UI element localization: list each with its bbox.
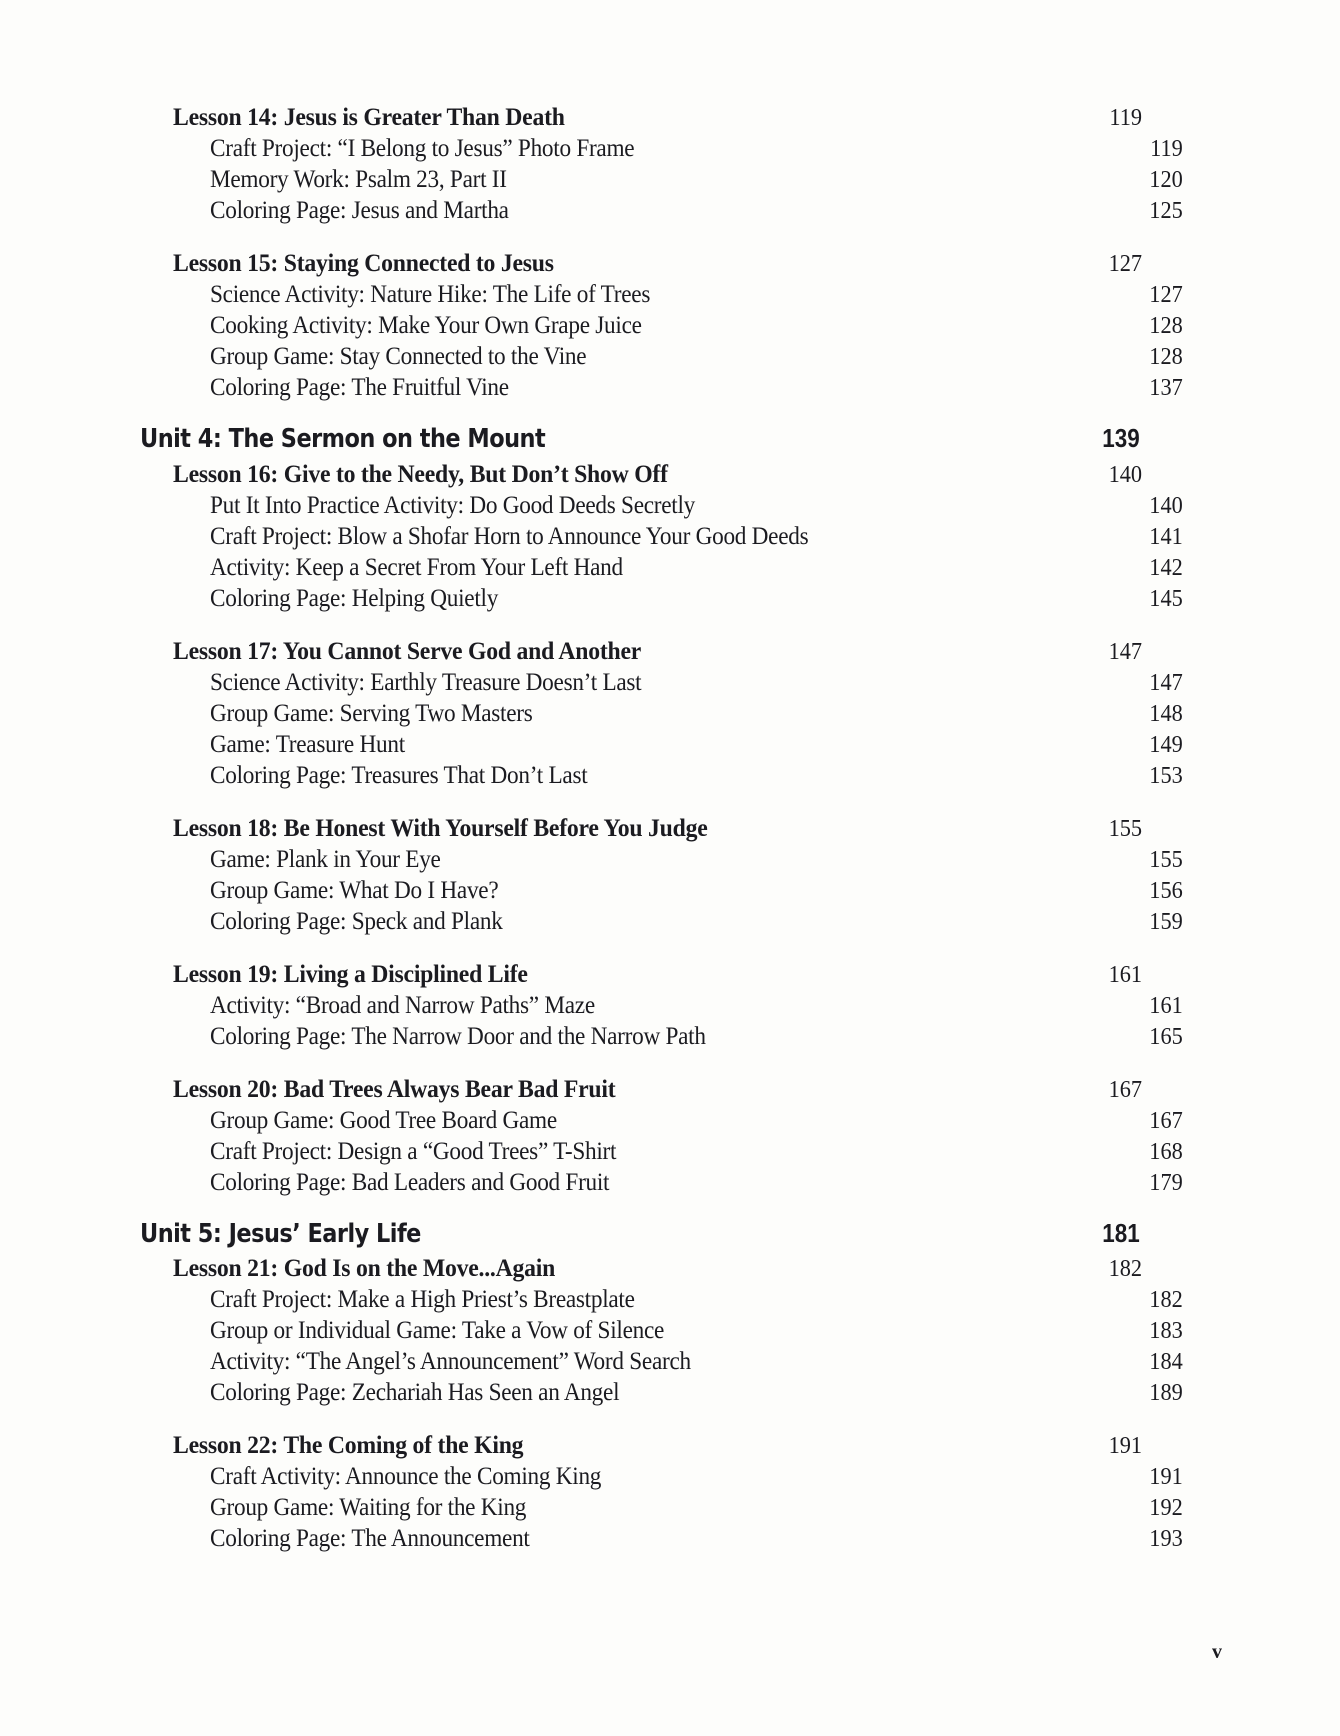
lesson-item-page-number: 140 [1149, 492, 1183, 519]
lesson-group [140, 1430, 1183, 1552]
lesson-entry-label: Lesson 19: Living a Disciplined Life [173, 958, 528, 988]
lesson-item[interactable] [210, 847, 1183, 872]
lesson-entry-page-number: 119 [1109, 105, 1143, 131]
unit-entry-page-number: 139 [1102, 425, 1140, 453]
unit-entry-label: Unit 5: Jesus’ Early Life [140, 1218, 421, 1249]
lesson-item-page-number: 141 [1149, 523, 1183, 550]
lesson-item[interactable] [210, 1464, 1183, 1489]
lesson-item-page-number: 192 [1149, 1495, 1183, 1521]
lesson-item-label: Craft Project: “I Belong to Jesus” Photo Frame [210, 135, 635, 162]
lesson-item-label: Science Activity: Nature Hike: The Life of Trees [210, 281, 651, 308]
lesson-item-label: Coloring Page: The Announcement [210, 1525, 530, 1552]
lesson-item-page-number: 161 [1149, 992, 1183, 1019]
lesson-item-page-number: 153 [1149, 762, 1183, 789]
lesson-item-page-number: 167 [1149, 1107, 1183, 1134]
lesson-entry[interactable] [173, 812, 1143, 842]
lesson-item[interactable] [210, 167, 1183, 192]
page-folio: v [1212, 1641, 1222, 1663]
unit-entry-page-number: 181 [1102, 1219, 1140, 1248]
lesson-item-label: Game: Plank in Your Eye [210, 845, 441, 873]
lesson-item[interactable] [210, 732, 1183, 757]
lesson-item-label: Craft Project: Blow a Shofar Horn to Announce Your Good Deeds [210, 522, 809, 550]
lesson-entry-page-number: 161 [1108, 961, 1143, 988]
lesson-item[interactable] [210, 375, 1183, 400]
lesson-item[interactable] [210, 586, 1183, 611]
lesson-item-page-number: 184 [1149, 1349, 1183, 1375]
lesson-item-page-number: 193 [1149, 1526, 1183, 1552]
lesson-item[interactable] [210, 1526, 1183, 1551]
lesson-item[interactable] [210, 763, 1183, 788]
lesson-item[interactable] [210, 524, 1183, 549]
lesson-item[interactable] [210, 993, 1183, 1018]
lesson-item-page-number: 179 [1149, 1169, 1183, 1196]
lesson-item-page-number: 120 [1149, 167, 1183, 193]
lesson-item[interactable] [210, 282, 1183, 307]
lesson-item[interactable] [210, 909, 1183, 934]
lesson-group [140, 458, 1183, 612]
lesson-item-page-number: 142 [1149, 554, 1183, 581]
lesson-entry-page-number: 147 [1108, 638, 1143, 665]
lesson-item-page-number: 156 [1149, 877, 1183, 904]
lesson-entry-label: Lesson 15: Staying Connected to Jesus [173, 248, 554, 277]
lesson-item-page-number: 128 [1149, 313, 1183, 339]
unit-entry[interactable] [140, 424, 1140, 454]
lesson-entry[interactable] [173, 250, 1142, 276]
lesson-item-label: Memory Work: Psalm 23, Part II [210, 166, 507, 193]
lesson-entry-label: Lesson 20: Bad Trees Always Bear Bad Fruit [173, 1073, 616, 1103]
lesson-item-label: Group Game: Serving Two Masters [210, 699, 533, 727]
lesson-item-label: Group Game: Good Tree Board Game [210, 1106, 557, 1134]
lesson-item-page-number: 145 [1149, 585, 1183, 612]
lesson-item[interactable] [210, 493, 1183, 518]
lesson-item[interactable] [210, 344, 1183, 369]
lesson-item-label: Put It Into Practice Activity: Do Good Deeds Secretly [210, 491, 695, 519]
lesson-item[interactable] [210, 670, 1183, 695]
lesson-entry[interactable] [173, 458, 1143, 488]
lesson-item-page-number: 127 [1149, 282, 1183, 308]
lesson-entry[interactable] [173, 104, 1142, 130]
lesson-entry[interactable] [173, 1432, 1142, 1458]
lesson-item-label: Group Game: What Do I Have? [210, 876, 499, 904]
lesson-item[interactable] [210, 878, 1183, 903]
lesson-entry-label: Lesson 16: Give to the Needy, But Don’t Show Off [173, 458, 668, 488]
lesson-item[interactable] [210, 313, 1183, 338]
lesson-item-page-number: 149 [1149, 731, 1183, 758]
lesson-item-label: Coloring Page: Jesus and Martha [210, 197, 509, 224]
lesson-item-label: Craft Activity: Announce the Coming King [210, 1463, 602, 1490]
lesson-item-page-number: 119 [1150, 136, 1183, 162]
lesson-item-page-number: 147 [1149, 669, 1183, 696]
lesson-item-label: Craft Project: Design a “Good Trees” T-Shirt [210, 1137, 617, 1165]
lesson-item-label: Science Activity: Earthly Treasure Doesn’t Last [210, 668, 642, 696]
lesson-group [140, 812, 1183, 935]
lesson-item-page-number: 189 [1149, 1380, 1183, 1406]
lesson-entry-label: Lesson 18: Be Honest With Yourself Before You Judge [173, 812, 708, 842]
lesson-item-label: Activity: “Broad and Narrow Paths” Maze [210, 991, 595, 1019]
lesson-item[interactable] [210, 1170, 1183, 1195]
lesson-item-page-number: 182 [1149, 1287, 1183, 1313]
lesson-item-label: Coloring Page: Treasures That Don’t Last [210, 761, 588, 789]
lesson-item-label: Cooking Activity: Make Your Own Grape Juice [210, 312, 642, 339]
lesson-group [140, 958, 1183, 1050]
lesson-item-page-number: 165 [1149, 1023, 1183, 1050]
lesson-item[interactable] [210, 1108, 1183, 1133]
lesson-item[interactable] [210, 136, 1183, 161]
lesson-group [140, 1253, 1183, 1406]
lesson-group [140, 248, 1183, 401]
lesson-entry[interactable] [173, 1255, 1142, 1281]
lesson-entry[interactable] [173, 635, 1143, 665]
lesson-item[interactable] [210, 1380, 1183, 1405]
lesson-item-label: Coloring Page: Helping Quietly [210, 584, 499, 612]
table-of-contents [140, 102, 1183, 1552]
unit-block [140, 1218, 1140, 1249]
unit-block [140, 424, 1140, 454]
lesson-item[interactable] [210, 1349, 1183, 1374]
lesson-item[interactable] [210, 1495, 1183, 1520]
lesson-group [140, 102, 1183, 224]
lesson-item-page-number: 148 [1149, 700, 1183, 727]
lesson-item[interactable] [210, 1318, 1183, 1343]
lesson-item-label: Game: Treasure Hunt [210, 730, 405, 758]
lesson-item-label: Coloring Page: The Fruitful Vine [210, 374, 509, 401]
lesson-entry-label: Lesson 22: The Coming of the King [173, 1430, 524, 1459]
lesson-entry-page-number: 155 [1108, 815, 1143, 842]
lesson-item[interactable] [210, 1287, 1183, 1312]
lesson-item-page-number: 128 [1149, 344, 1183, 370]
lesson-item-label: Activity: Keep a Secret From Your Left Hand [210, 553, 623, 581]
lesson-item-label: Craft Project: Make a High Priest’s Breastplate [210, 1286, 635, 1313]
lesson-entry[interactable] [173, 1073, 1143, 1103]
lesson-item-label: Coloring Page: Zechariah Has Seen an Angel [210, 1379, 620, 1406]
lesson-item-label: Group Game: Stay Connected to the Vine [210, 343, 587, 370]
lesson-item-label: Activity: “The Angel’s Announcement” Word Search [210, 1348, 691, 1375]
lesson-item[interactable] [210, 1024, 1183, 1049]
lesson-item[interactable] [210, 1139, 1183, 1164]
lesson-item[interactable] [210, 198, 1183, 223]
lesson-entry-label: Lesson 14: Jesus is Greater Than Death [173, 102, 565, 131]
lesson-item[interactable] [210, 701, 1183, 726]
lesson-item-label: Group or Individual Game: Take a Vow of Silence [210, 1317, 665, 1344]
lesson-entry[interactable] [173, 958, 1143, 988]
lesson-entry-page-number: 191 [1108, 1433, 1143, 1459]
lesson-entry-page-number: 140 [1108, 461, 1143, 488]
unit-entry[interactable] [140, 1218, 1140, 1249]
lesson-item-page-number: 155 [1149, 846, 1183, 873]
lesson-item-page-number: 137 [1149, 375, 1183, 401]
lesson-item-page-number: 125 [1149, 198, 1183, 224]
lesson-entry-page-number: 127 [1108, 251, 1143, 277]
lesson-entry-label: Lesson 17: You Cannot Serve God and Another [173, 635, 642, 665]
lesson-item-label: Group Game: Waiting for the King [210, 1494, 527, 1521]
lesson-entry-page-number: 167 [1108, 1076, 1143, 1103]
lesson-item-label: Coloring Page: Bad Leaders and Good Fruit [210, 1168, 610, 1196]
lesson-entry-label: Lesson 21: God Is on the Move...Again [173, 1253, 556, 1282]
lesson-item-label: Coloring Page: Speck and Plank [210, 907, 503, 935]
lesson-item[interactable] [210, 555, 1183, 580]
lesson-item-page-number: 183 [1149, 1318, 1183, 1344]
lesson-item-page-number: 191 [1149, 1464, 1183, 1490]
lesson-entry-page-number: 182 [1108, 1256, 1143, 1282]
lesson-item-page-number: 168 [1149, 1138, 1183, 1165]
unit-entry-label: Unit 4: The Sermon on the Mount [140, 424, 546, 454]
lesson-item-label: Coloring Page: The Narrow Door and the Narrow Path [210, 1022, 706, 1050]
lesson-group [140, 1073, 1183, 1196]
lesson-group [140, 635, 1183, 789]
lesson-item-page-number: 159 [1149, 908, 1183, 935]
